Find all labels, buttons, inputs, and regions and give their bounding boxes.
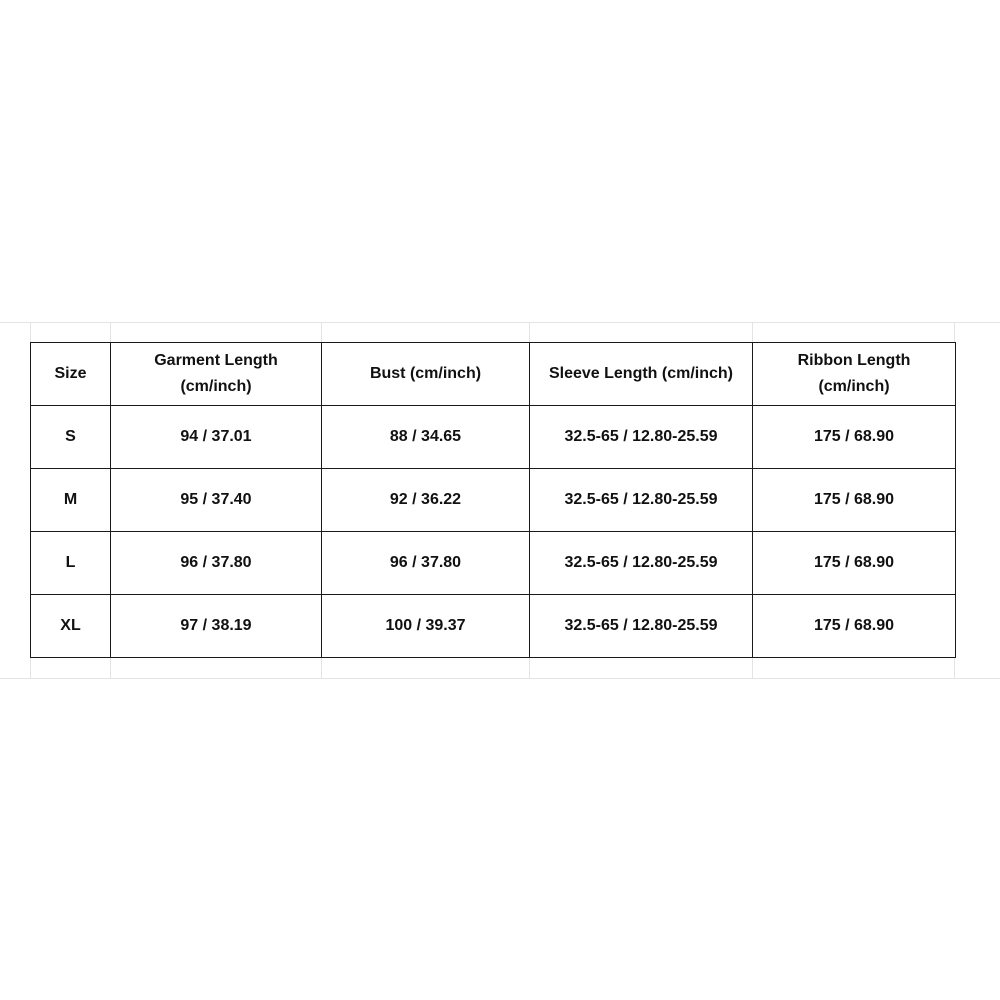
cell-garment-length: 97 / 38.19	[111, 595, 322, 658]
cell-size: S	[31, 406, 111, 469]
cell-ribbon-length: 175 / 68.90	[753, 406, 956, 469]
table-row	[31, 532, 956, 595]
header-ribbon-length-line2: (cm/inch)	[818, 378, 890, 395]
header-ribbon-length	[753, 343, 956, 406]
header-ribbon-length-line1: Ribbon Length	[797, 352, 911, 369]
table-row	[31, 406, 956, 469]
cell-sleeve-length: 32.5-65 / 12.80-25.59	[530, 469, 753, 532]
cell-size: L	[31, 532, 111, 595]
cell-garment-length: 96 / 37.80	[111, 532, 322, 595]
cell-bust: 88 / 34.65	[322, 406, 530, 469]
header-sleeve-length	[530, 343, 753, 406]
size-chart-table	[30, 342, 956, 658]
header-garment-length-line2: (cm/inch)	[180, 378, 252, 395]
header-garment-length	[111, 343, 322, 406]
header-size	[31, 343, 111, 406]
header-bust	[322, 343, 530, 406]
cell-size: M	[31, 469, 111, 532]
cell-bust: 96 / 37.80	[322, 532, 530, 595]
cell-garment-length: 95 / 37.40	[111, 469, 322, 532]
header-garment-length-line1: Garment Length	[154, 352, 278, 369]
header-bust-label: Bust (cm/inch)	[369, 365, 482, 382]
cell-sleeve-length: 32.5-65 / 12.80-25.59	[530, 595, 753, 658]
cell-garment-length: 94 / 37.01	[111, 406, 322, 469]
header-sleeve-length-label: Sleeve Length (cm/inch)	[548, 365, 734, 382]
header-size-label: Size	[54, 365, 87, 382]
cell-ribbon-length: 175 / 68.90	[753, 469, 956, 532]
cell-bust: 92 / 36.22	[322, 469, 530, 532]
table-row	[31, 469, 956, 532]
sheet-gridline	[0, 678, 1000, 679]
cell-size: XL	[31, 595, 111, 658]
cell-bust: 100 / 39.37	[322, 595, 530, 658]
cell-sleeve-length: 32.5-65 / 12.80-25.59	[530, 406, 753, 469]
cell-ribbon-length: 175 / 68.90	[753, 532, 956, 595]
sheet-gridline	[0, 322, 1000, 323]
cell-sleeve-length: 32.5-65 / 12.80-25.59	[530, 532, 753, 595]
table-header-row	[31, 343, 956, 406]
table-row	[31, 595, 956, 658]
cell-ribbon-length: 175 / 68.90	[753, 595, 956, 658]
